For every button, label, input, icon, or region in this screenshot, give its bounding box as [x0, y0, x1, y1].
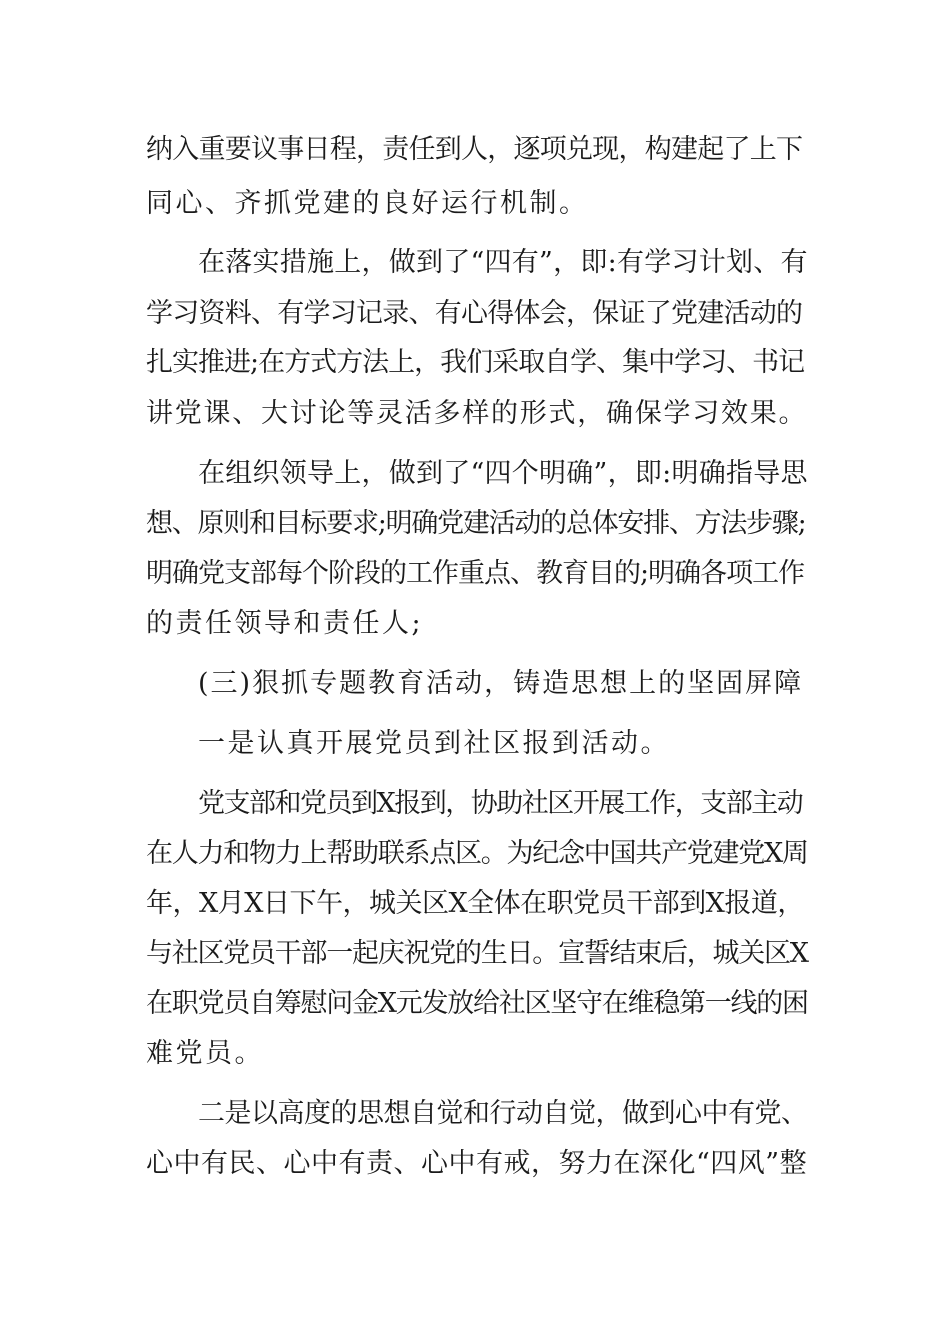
text-line: 同心、齐抓党建的良好运行机制。: [146, 188, 589, 219]
paragraph-start: 在组织领导上，做到了“四个明确”，即:明确指导思: [198, 458, 808, 489]
text-line: 想、原则和目标要求;明确党建活动的总体安排、方法步骤;: [146, 508, 806, 539]
paragraph-start: 在落实措施上，做到了“四有”，即:有学习计划、有: [198, 247, 808, 278]
text-line: 明确党支部每个阶段的工作重点、教育目的;明确各项工作: [146, 558, 805, 589]
text-line: 难党员。: [146, 1038, 264, 1069]
paragraph-start: 二是以高度的思想自觉和行动自觉，做到心中有党、: [198, 1098, 808, 1129]
text-line: 年，X月X日下午，城关区X全体在职党员干部到X报道，: [146, 888, 804, 919]
text-line: 的责任领导和责任人;: [146, 608, 424, 639]
text-line: 在人力和物力上帮助联系点区。为纪念中国共产党建党X周: [146, 838, 808, 869]
text-line: 在职党员自筹慰问金X元发放给社区坚守在维稳第一线的困: [146, 988, 808, 1019]
section-heading: (三)狠抓专题教育活动，铸造思想上的坚固屏障: [198, 668, 804, 699]
text-line: 与社区党员干部一起庆祝党的生日。宣誓结束后，城关区X: [146, 938, 808, 969]
text-line: 心中有民、心中有责、心中有戒，努力在深化“四风”整: [146, 1148, 808, 1179]
text-line: 扎实推进;在方式方法上，我们采取自学、集中学习、书记: [146, 347, 805, 378]
text-line: 纳入重要议事日程，责任到人，逐项兑现，构建起了上下: [146, 134, 803, 165]
text-line: 学习资料、有学习记录、有心得体会，保证了党建活动的: [146, 298, 803, 329]
paragraph-start: 党支部和党员到X报到，协助社区开展工作，支部主动: [198, 788, 803, 819]
paragraph-start: 一是认真开展党员到社区报到活动。: [198, 728, 670, 759]
text-line: 讲党课、大讨论等灵活多样的形式，确保学习效果。: [146, 398, 808, 429]
